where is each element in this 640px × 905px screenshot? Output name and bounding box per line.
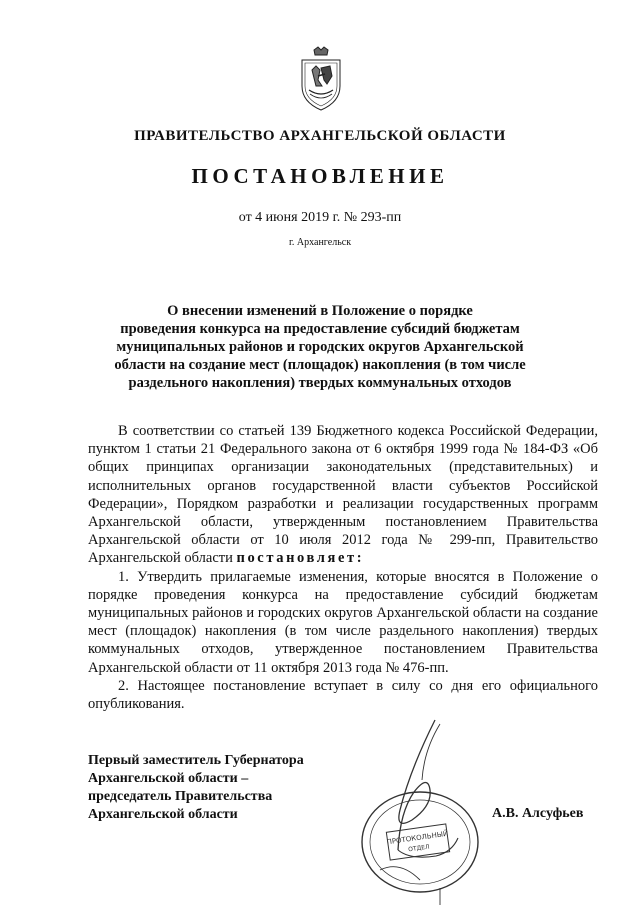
subject-line: проведения конкурса на предоставление субсидий бюджетам [120, 321, 520, 337]
subject-line: области на создание мест (площадок) накопления (в том числе [114, 357, 526, 373]
decree-word: постановляет: [236, 550, 365, 567]
decree-body [88, 422, 598, 713]
stamp-text-2: ОТДЕЛ [407, 843, 430, 854]
subject-line: О внесении изменений в Положение о порядке [167, 303, 473, 319]
stamp-text-1: ПРОТОКОЛЬНЫЙ [386, 829, 449, 847]
preamble-paragraph [88, 422, 598, 568]
signature-stamp-icon [340, 710, 490, 905]
signer-position-line: Архангельской области [88, 807, 238, 822]
decree-subject [100, 302, 540, 392]
signer-position-line: Архангельской области – [88, 771, 249, 786]
coat-of-arms-icon [300, 46, 342, 112]
item-2-paragraph: 2. Настоящее постановление вступает в силу со дня его официального опубликования. [88, 677, 598, 713]
signer-name: А.В. Алсуфьев [492, 806, 584, 821]
document-type-title: ПОСТАНОВЛЕНИЕ [191, 164, 449, 188]
signer-position-line: Первый заместитель Губернатора [88, 753, 304, 768]
item-1-paragraph: 1. Утвердить прилагаемые изменения, которые вносятся в Положение о порядке проведения конкурса на предоставление субсидий бюджетам муниципальных районов и городских округов Архангельской области на создание мест (площадок) накопления (в том числе раздельного накопления) твердых коммунальных отходов, утвержденное постановлением Правительства Архангельской области от 11 октября 2013 года № 476-пп. [88, 568, 598, 676]
subject-line: раздельного накопления) твердых коммунальных отходов [128, 375, 512, 391]
government-title: ПРАВИТЕЛЬСТВО АРХАНГЕЛЬСКОЙ ОБЛАСТИ [134, 128, 506, 144]
subject-line: муниципальных районов и городских округов Архангельской [116, 339, 524, 355]
signer-position-line: председатель Правительства [88, 789, 273, 804]
preamble-text: В соответствии со статьей 139 Бюджетного кодекса Российской Федерации, пунктом 1 статьи 21 Федерального закона от 6 октября 1999 года № 184-ФЗ «Об общих принципах организации законодательных (представительных) и исполнительных органов государственной власти субъектов Российской Федерации», Порядком разработки и реализации государственных программ Архангельской области, утвержденным постановлением Правительства Архангельской области от 10 июля 2012 года № 299-пп, Правительство Архангельской области [88, 423, 598, 567]
signer-position [88, 752, 304, 824]
issue-city: г. Архангельск [288, 237, 352, 248]
decree-date-number: от 4 июня 2019 г. № 293-пп [238, 210, 402, 225]
